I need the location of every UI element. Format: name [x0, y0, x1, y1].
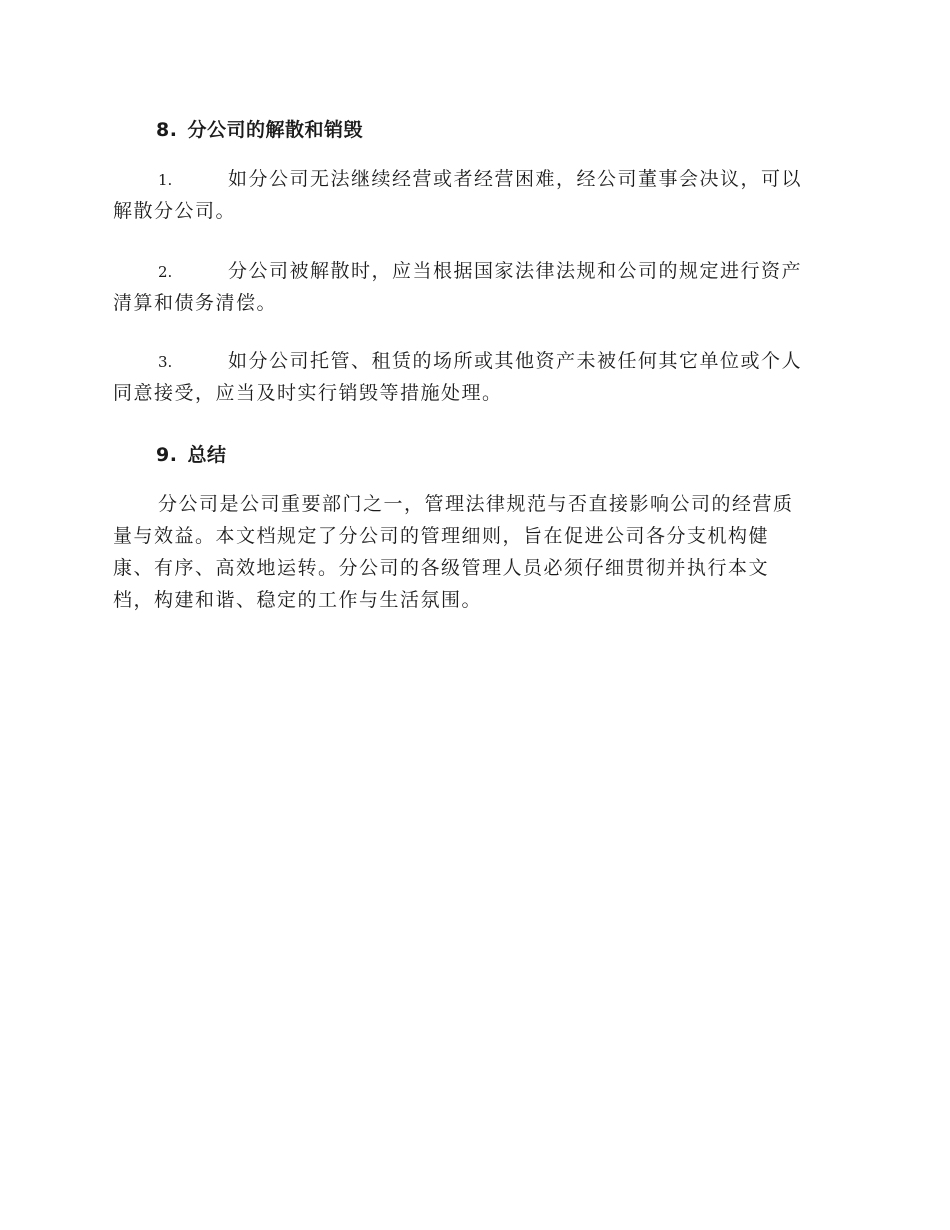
list-item-1 — [113, 163, 835, 227]
section-9-heading — [156, 440, 226, 467]
section-8-number: 8. — [156, 119, 178, 141]
summary-paragraph — [113, 488, 835, 616]
summary-line-4: 档，构建和谐、稳定的工作与生活氛围。 — [113, 589, 483, 611]
list-item-2-line-1 — [113, 255, 835, 287]
list-item-2-text-1: 分公司被解散时，应当根据国家法律法规和公司的规定进行资产 — [228, 260, 803, 282]
list-item-1-number: 1. — [158, 171, 173, 189]
list-item-1-text-1: 如分公司无法继续经营或者经营困难，经公司董事会决议，可以 — [228, 168, 803, 190]
summary-line-2: 量与效益。本文档规定了分公司的管理细则，旨在促进公司各分支机构健 — [113, 525, 770, 547]
summary-line-3: 康、有序、高效地运转。分公司的各级管理人员必须仔细贯彻并执行本文 — [113, 557, 770, 579]
list-item-3-number: 3. — [158, 353, 173, 371]
section-9-number: 9. — [156, 444, 178, 466]
list-item-3-text-1: 如分公司托管、租赁的场所或其他资产未被任何其它单位或个人 — [228, 350, 803, 372]
list-item-2-text-2: 清算和债务清偿。 — [113, 292, 278, 314]
section-8-title: 分公司的解散和销毁 — [187, 119, 363, 141]
summary-line-1 — [113, 488, 835, 520]
summary-line-1-text: 分公司是公司重要部门之一，管理法律规范与否直接影响公司的经营质 — [158, 493, 794, 515]
list-item-2 — [113, 255, 835, 319]
list-item-3-text-2: 同意接受，应当及时实行销毁等措施处理。 — [113, 382, 503, 404]
section-8-heading — [156, 115, 363, 142]
section-9-title: 总结 — [187, 444, 227, 466]
list-item-1-text-2: 解散分公司。 — [113, 200, 237, 222]
list-item-2-number: 2. — [158, 263, 173, 281]
list-item-1-line-1 — [113, 163, 835, 195]
list-item-3 — [113, 345, 835, 409]
list-item-3-line-1 — [113, 345, 835, 377]
